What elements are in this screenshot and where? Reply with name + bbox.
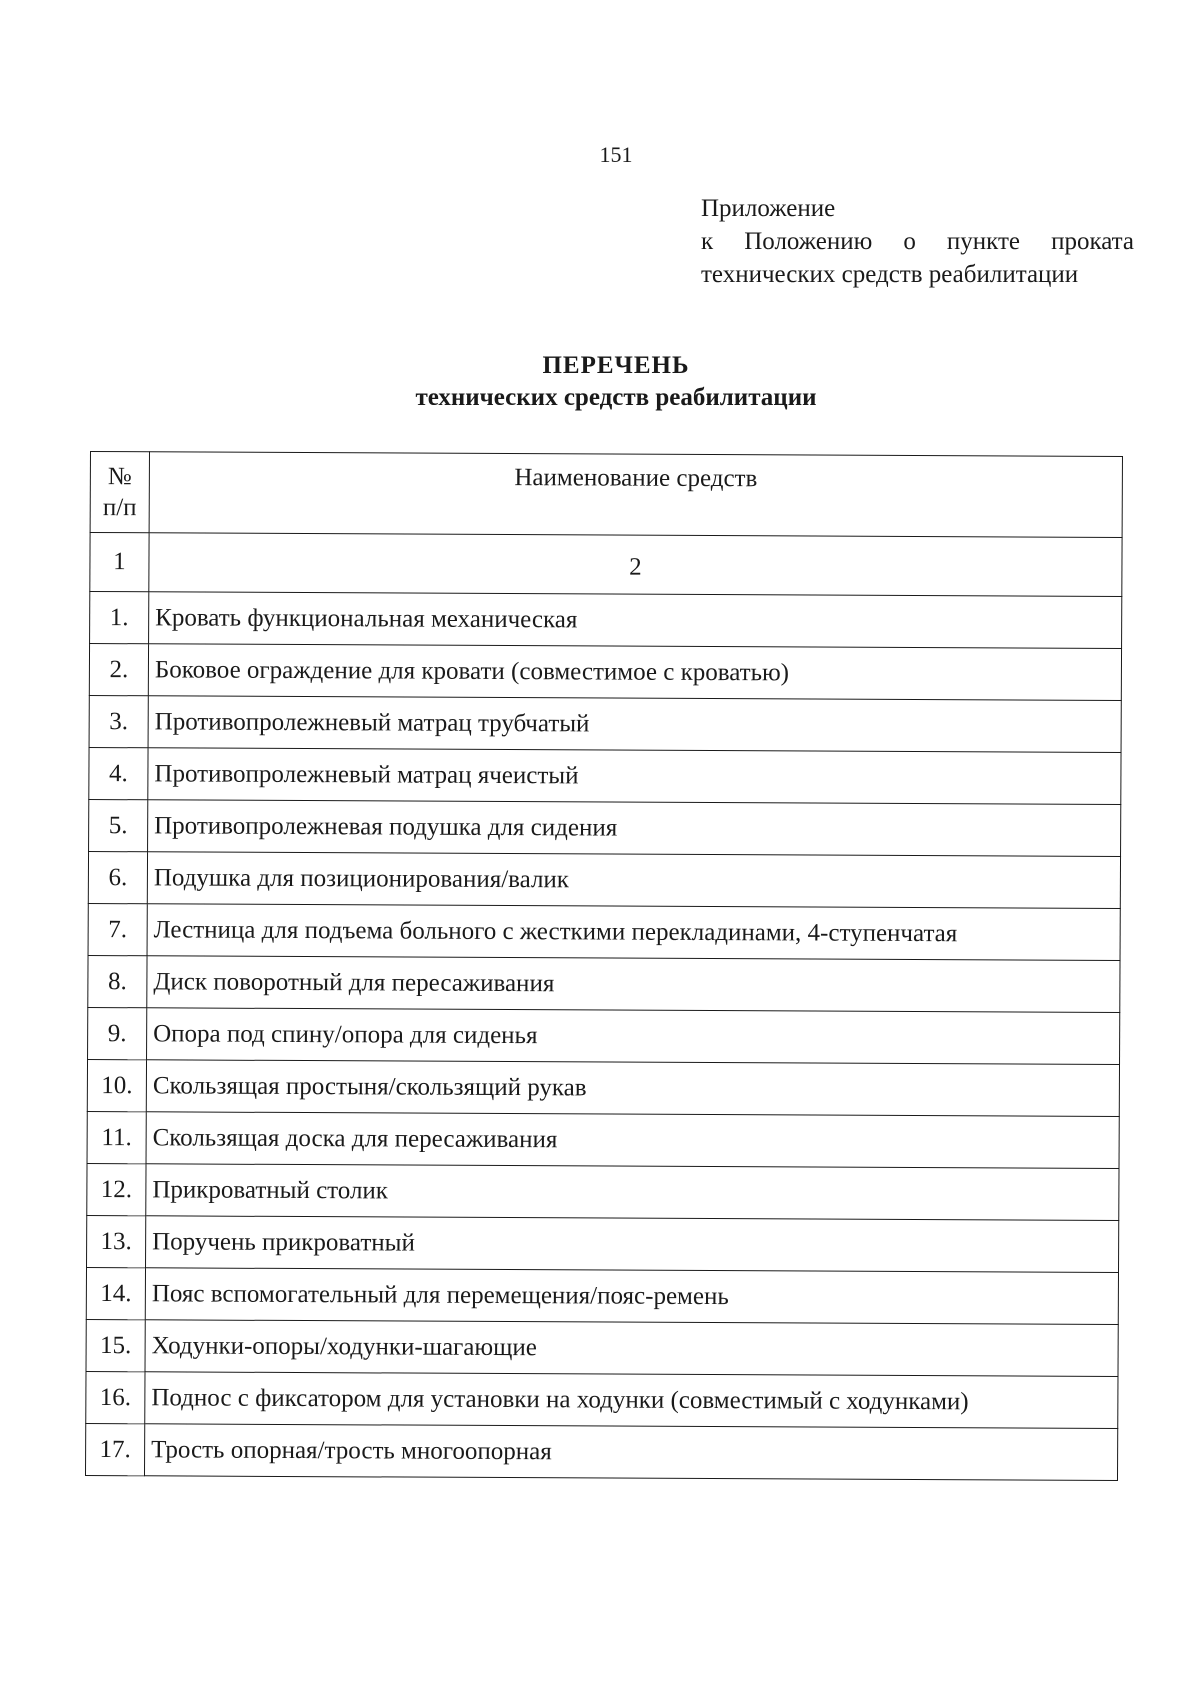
table-body xyxy=(85,533,1122,1481)
page-number: 151 xyxy=(599,142,633,167)
row-item-name: Противопролежневая подушка для сидения xyxy=(148,800,1121,857)
appendix-note xyxy=(701,192,1134,291)
equipment-table xyxy=(85,451,1123,1481)
row-item-name: Поручень прикроватный xyxy=(146,1216,1119,1273)
header-number-sign: № xyxy=(107,463,132,491)
row-number: 17. xyxy=(85,1423,144,1475)
row-item-name: Лестница для подъема больного с жесткими перекладинами, 4-ступенчатая xyxy=(147,904,1120,961)
row-item-name: Поднос с фиксатором для установки на ходунки (совместимый с ходунками) xyxy=(145,1372,1118,1429)
table-row xyxy=(86,1371,1118,1428)
document-subtitle: технических средств реабилитации xyxy=(415,384,817,411)
row-number: 2. xyxy=(89,644,148,696)
row-number: 12. xyxy=(87,1163,146,1215)
table-row xyxy=(89,747,1121,804)
row-item-name: Диск поворотный для пересаживания xyxy=(147,956,1120,1013)
row-number: 1. xyxy=(90,592,149,644)
header-name: Наименование средств xyxy=(149,452,1122,538)
row-item-name: Противопролежневый матрац ячеистый xyxy=(148,748,1121,805)
table-header-row xyxy=(90,452,1122,538)
row-number: 13. xyxy=(87,1215,146,1267)
row-number: 3. xyxy=(89,695,148,747)
table-row xyxy=(87,1215,1119,1272)
row-item-name: Ходунки-опоры/ходунки-шагающие xyxy=(145,1320,1118,1377)
appendix-line-3: технических средств реабилитации xyxy=(701,261,1079,288)
row-number: 15. xyxy=(86,1319,145,1371)
table-row xyxy=(88,903,1120,960)
column-index-row xyxy=(90,533,1122,597)
header-number-abbrev: п/п xyxy=(102,494,137,522)
document-title: ПЕРЕЧЕНЬ xyxy=(542,352,690,379)
row-number: 14. xyxy=(86,1267,145,1319)
row-item-name: Пояс вспомогательный для перемещения/пояс-ремень xyxy=(145,1268,1118,1325)
table-row xyxy=(87,1163,1119,1220)
table-row xyxy=(86,1319,1118,1376)
row-number: 16. xyxy=(86,1371,145,1423)
row-item-name: Скользящая простыня/скользящий рукав xyxy=(146,1060,1119,1117)
row-number: 9. xyxy=(88,1007,147,1059)
table-row xyxy=(87,1111,1119,1168)
table-row xyxy=(88,955,1120,1012)
row-item-name: Противопролежневый матрац трубчатый xyxy=(148,696,1121,753)
table-row xyxy=(88,1007,1120,1064)
table-row xyxy=(89,799,1121,856)
table-row xyxy=(85,1423,1117,1480)
row-item-name: Подушка для позиционирования/валик xyxy=(147,852,1120,909)
row-number: 6. xyxy=(88,851,147,903)
column-index-2: 2 xyxy=(149,533,1122,597)
appendix-line-1: Приложение xyxy=(701,195,836,222)
column-index-1: 1 xyxy=(90,533,149,592)
row-number: 5. xyxy=(89,799,148,851)
row-item-name: Кровать функциональная механическая xyxy=(149,592,1122,649)
row-item-name: Боковое ограждение для кровати (совместимое с кроватью) xyxy=(148,644,1121,701)
table-row xyxy=(88,851,1120,908)
table-row xyxy=(90,592,1122,649)
table-row xyxy=(86,1267,1118,1324)
row-item-name: Прикроватный столик xyxy=(146,1164,1119,1221)
row-number: 10. xyxy=(87,1059,146,1111)
row-item-name: Скользящая доска для пересаживания xyxy=(146,1112,1119,1169)
row-item-name: Трость опорная/трость многоопорная xyxy=(144,1424,1117,1481)
row-number: 8. xyxy=(88,955,147,1007)
table-row xyxy=(87,1059,1119,1116)
row-number: 4. xyxy=(89,747,148,799)
table-row xyxy=(89,644,1121,701)
table-row xyxy=(89,695,1121,752)
row-item-name: Опора под спину/опора для сиденья xyxy=(147,1008,1120,1065)
row-number: 7. xyxy=(88,903,147,955)
row-number: 11. xyxy=(87,1111,146,1163)
header-number xyxy=(90,452,149,533)
appendix-line-2: к Положению о пункте проката xyxy=(701,228,1134,255)
